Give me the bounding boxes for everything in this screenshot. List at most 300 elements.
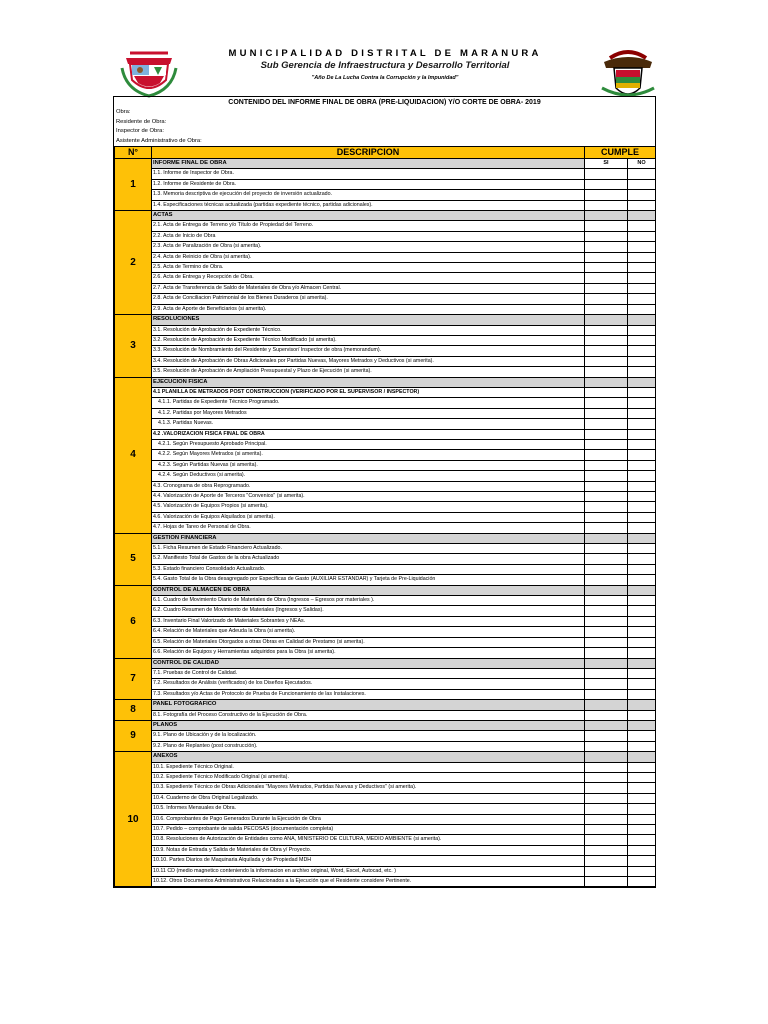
cumple-no-cell[interactable]	[628, 866, 656, 876]
cumple-no-cell[interactable]	[628, 741, 656, 751]
col-desc-header: DESCRIPCION	[152, 147, 585, 159]
cumple-no-cell[interactable]	[628, 637, 656, 647]
cumple-si-cell[interactable]	[585, 439, 628, 449]
col-si-header: SI	[585, 159, 628, 169]
table-row	[115, 825, 656, 835]
cumple-si-cell[interactable]	[585, 450, 628, 460]
table-row	[115, 221, 656, 231]
table-row	[115, 325, 656, 335]
table-row	[115, 252, 656, 262]
cumple-no-cell[interactable]	[628, 294, 656, 304]
municipality-name: MUNICIPALIDAD DISTRITAL DE MARANURA	[228, 48, 542, 59]
cumple-no-cell[interactable]	[628, 283, 656, 293]
cumple-si-cell[interactable]	[585, 627, 628, 637]
cumple-no-cell[interactable]	[628, 772, 656, 782]
table-row	[115, 294, 656, 304]
cumple-si-cell[interactable]	[585, 346, 628, 356]
table-row	[115, 710, 656, 720]
cumple-no-cell[interactable]	[628, 502, 656, 512]
cumple-no-cell[interactable]	[628, 596, 656, 606]
cumple-no-cell[interactable]	[628, 554, 656, 564]
field-obra: Obra:	[116, 109, 131, 115]
cumple-si-cell[interactable]	[585, 575, 628, 585]
cumple-no-cell[interactable]	[628, 627, 656, 637]
item-description: 5.3. Estado financiero Consolidado Actualizado.	[152, 564, 585, 574]
section-title: PANEL FOTOGRAFICO	[152, 700, 585, 710]
table-row	[115, 877, 656, 887]
cumple-si-cell[interactable]	[585, 460, 628, 470]
item-description: 7.3. Resultados y/o Actas de Protocolo de Prueba de Funcionamiento de las Instalaciones.	[152, 689, 585, 699]
cumple-si-cell[interactable]	[585, 356, 628, 366]
cumple-si-cell[interactable]	[585, 606, 628, 616]
item-description: 4.4. Valorización de Aporte de Terceros "Convenios" (si amerita).	[152, 492, 585, 502]
table-row	[115, 564, 656, 574]
table-row	[115, 512, 656, 522]
item-description: 10.4. Cuaderno de Obra Original Legalizado.	[152, 793, 585, 803]
cumple-si-cell[interactable]	[585, 367, 628, 377]
cumple-no-cell[interactable]	[628, 439, 656, 449]
cumple-si-cell[interactable]	[585, 793, 628, 803]
cumple-si-cell[interactable]	[585, 845, 628, 855]
section-no-cell	[628, 720, 656, 730]
cumple-no-cell[interactable]	[628, 835, 656, 845]
cumple-si-cell[interactable]	[585, 648, 628, 658]
item-description: 10.5. Informes Mensuales de Obra.	[152, 804, 585, 814]
cumple-si-cell[interactable]	[585, 512, 628, 522]
section-number: 3	[115, 315, 152, 377]
item-description: 2.6. Acta de Entrega y Recepción de Obra.	[152, 273, 585, 283]
cumple-si-cell[interactable]	[585, 169, 628, 179]
item-description: 1.2. Informe de Residente de Obra.	[152, 179, 585, 189]
cumple-si-cell[interactable]	[585, 679, 628, 689]
cumple-no-cell[interactable]	[628, 679, 656, 689]
table-row	[115, 793, 656, 803]
section-title: CONTROL DE ALMACEN DE OBRA	[152, 585, 585, 595]
item-description: 2.1. Acta de Entrega de Terreno y/o Título de Propiedad del Terreno.	[152, 221, 585, 231]
table-row	[115, 741, 656, 751]
section-no-cell	[628, 585, 656, 595]
item-description: 10.9. Notas de Entrada y Salida de Materiales de Obra y/ Proyecto.	[152, 845, 585, 855]
cumple-no-cell[interactable]	[628, 221, 656, 231]
cumple-si-cell[interactable]	[585, 544, 628, 554]
table-row	[115, 606, 656, 616]
cumple-no-cell[interactable]	[628, 814, 656, 824]
cumple-no-cell[interactable]	[628, 762, 656, 772]
item-description: 1.1. Informe de Inspector de Obra.	[152, 169, 585, 179]
cumple-si-cell[interactable]	[585, 814, 628, 824]
item-description: 2.7. Acta de Transferencia de Saldo de Materiales de Obra y/o Almacen Central.	[152, 283, 585, 293]
table-row	[115, 179, 656, 189]
cumple-no-cell[interactable]	[628, 335, 656, 345]
section-number: 6	[115, 585, 152, 658]
cumple-si-cell[interactable]	[585, 429, 628, 439]
cumple-si-cell[interactable]	[585, 866, 628, 876]
table-row	[115, 627, 656, 637]
table-row	[115, 648, 656, 658]
section-title-row	[115, 211, 656, 221]
cumple-no-cell[interactable]	[628, 710, 656, 720]
cumple-si-cell[interactable]	[585, 502, 628, 512]
table-row	[115, 783, 656, 793]
item-description: 8.1. Fotografía del Proceso Constructivo de la Ejecución de Obra.	[152, 710, 585, 720]
section-title: PLANOS	[152, 720, 585, 730]
table-row	[115, 439, 656, 449]
section-title: ANEXOS	[152, 752, 585, 762]
item-description: 3.5. Resolución de Aprobación de Ampliación Presupuestal y Plazo de Ejecución (si amerita).	[152, 367, 585, 377]
section-title-row	[115, 315, 656, 325]
table-row	[115, 523, 656, 533]
item-description: 7.1. Pruebas de Control de Calidad.	[152, 668, 585, 678]
section-no-cell	[628, 315, 656, 325]
section-no-cell	[628, 658, 656, 668]
col-cumple-header: CUMPLE	[585, 147, 656, 159]
table-row	[115, 637, 656, 647]
cumple-si-cell[interactable]	[585, 741, 628, 751]
section-si-cell	[585, 658, 628, 668]
cumple-si-cell[interactable]	[585, 835, 628, 845]
field-residente: Residente de Obra:	[116, 118, 167, 125]
cumple-si-cell[interactable]	[585, 596, 628, 606]
item-description: 4.5. Valorización de Equipos Propios (si amerita).	[152, 502, 585, 512]
item-description: 4.2.3. Según Partidas Nuevas (si amerita).	[152, 460, 585, 470]
cumple-no-cell[interactable]	[628, 804, 656, 814]
section-si-cell	[585, 700, 628, 710]
cumple-si-cell[interactable]	[585, 710, 628, 720]
cumple-no-cell[interactable]	[628, 481, 656, 491]
section-si-cell	[585, 377, 628, 387]
item-description: 3.4. Resolución de Aprobación de Obras Adicionales por Partidas Nuevas, Mayores Metrados y Deductivos (si amerita).	[152, 356, 585, 366]
section-no-cell	[628, 533, 656, 543]
section-title-row	[115, 658, 656, 668]
item-description: 4.2.1. Según Presupuesto Aprobado Principal.	[152, 439, 585, 449]
table-row	[115, 367, 656, 377]
cumple-si-cell[interactable]	[585, 762, 628, 772]
table-row	[115, 419, 656, 429]
cumple-si-cell[interactable]	[585, 294, 628, 304]
table-row	[115, 502, 656, 512]
table-row	[115, 200, 656, 210]
table-row	[115, 190, 656, 200]
item-description: 10.11 CD (medio magnetico conteniendo la informacion en archivo original, Word, Excel, Autocad, etc. )	[152, 866, 585, 876]
item-description: 10.3. Expediente Técnico de Obras Adicionales "Mayores Metrados, Partidas Nuevas y Deductivos" (si amerita).	[152, 783, 585, 793]
cumple-no-cell[interactable]	[628, 231, 656, 241]
item-description: 4.2 .VALORIZACION FISICA FINAL DE OBRA	[152, 429, 585, 439]
table-row	[115, 835, 656, 845]
item-description: 10.12. Otros Documentos Administrativos Relacionados a la Ejecución que el Residente considere Pertinente.	[152, 877, 585, 887]
cumple-no-cell[interactable]	[628, 689, 656, 699]
checklist-table	[114, 146, 656, 887]
section-number: 2	[115, 211, 152, 315]
section-no-cell	[628, 700, 656, 710]
table-row	[115, 263, 656, 273]
cumple-si-cell[interactable]	[585, 179, 628, 189]
table-row	[115, 596, 656, 606]
table-row	[115, 429, 656, 439]
table-row	[115, 481, 656, 491]
table-row	[115, 668, 656, 678]
cumple-no-cell[interactable]	[628, 783, 656, 793]
item-description: 10.8. Resoluciones de Autorización de Entidades como ANA, MINISTERIO DE CULTURA, MEDIO AMBIENTE (si amerita).	[152, 835, 585, 845]
item-description: 4.1.2. Partidas por Mayores Metrados	[152, 408, 585, 418]
cumple-si-cell[interactable]	[585, 242, 628, 252]
item-description: 1.4. Especificaciones técnicas actualizada (partidas expediente técnico, partidas adicionales).	[152, 200, 585, 210]
cumple-si-cell[interactable]	[585, 335, 628, 345]
item-description: 5.4. Gasto Total de la Obra desagregado por Específicas de Gasto (AUXILIAR ESTANDAR) y Tarjeta de Pre-Liquidación	[152, 575, 585, 585]
cumple-si-cell[interactable]	[585, 731, 628, 741]
cumple-no-cell[interactable]	[628, 606, 656, 616]
section-title-row	[115, 377, 656, 387]
cumple-no-cell[interactable]	[628, 200, 656, 210]
section-title-row	[115, 700, 656, 710]
section-title-row	[115, 159, 656, 169]
cumple-no-cell[interactable]	[628, 471, 656, 481]
table-row	[115, 762, 656, 772]
item-description: 5.2. Manifiesto Total de Gastos de la obra Actualizado	[152, 554, 585, 564]
cumple-no-cell[interactable]	[628, 544, 656, 554]
section-title: EJECUCION FISICA	[152, 377, 585, 387]
table-row	[115, 731, 656, 741]
table-row	[115, 689, 656, 699]
cumple-no-cell[interactable]	[628, 856, 656, 866]
cumple-no-cell[interactable]	[628, 845, 656, 855]
section-number: 4	[115, 377, 152, 533]
municipal-shield-icon	[600, 48, 656, 100]
table-row	[115, 856, 656, 866]
cumple-si-cell[interactable]	[585, 325, 628, 335]
cumple-no-cell[interactable]	[628, 564, 656, 574]
item-description: 7.2. Resultados de Análisis (verificados) de los Diseños Ejecutados.	[152, 679, 585, 689]
cumple-no-cell[interactable]	[628, 252, 656, 262]
cumple-si-cell[interactable]	[585, 190, 628, 200]
table-row	[115, 814, 656, 824]
section-title: INFORME FINAL DE OBRA	[152, 159, 585, 169]
item-description: 9.1. Plano de Ubicación y de la localización.	[152, 731, 585, 741]
cumple-no-cell[interactable]	[628, 450, 656, 460]
cumple-si-cell[interactable]	[585, 283, 628, 293]
section-title-row	[115, 585, 656, 595]
section-number: 8	[115, 700, 152, 721]
item-description: 9.2. Plano de Replanteo (post construcción).	[152, 741, 585, 751]
cumple-no-cell[interactable]	[628, 648, 656, 658]
table-row	[115, 169, 656, 179]
item-description: 6.2. Cuadro Resumen de Movimiento de Materiales (Ingresos y Salidas).	[152, 606, 585, 616]
section-no-cell	[628, 377, 656, 387]
item-description: 6.1. Cuadro de Movimiento Diario de Materiales de Obra (Ingresos – Egresos por materiales ).	[152, 596, 585, 606]
cumple-si-cell[interactable]	[585, 263, 628, 273]
cumple-no-cell[interactable]	[628, 179, 656, 189]
cumple-no-cell[interactable]	[628, 346, 656, 356]
item-description: 10.2. Expediente Técnico Modificado Original (si amerita).	[152, 772, 585, 782]
table-row	[115, 845, 656, 855]
cumple-si-cell[interactable]	[585, 523, 628, 533]
cumple-si-cell[interactable]	[585, 481, 628, 491]
cumple-si-cell[interactable]	[585, 856, 628, 866]
section-number: 1	[115, 159, 152, 211]
cumple-no-cell[interactable]	[628, 731, 656, 741]
section-no-cell	[628, 211, 656, 221]
cumple-no-cell[interactable]	[628, 523, 656, 533]
table-row	[115, 398, 656, 408]
cumple-si-cell[interactable]	[585, 564, 628, 574]
subgerencia-name: Sub Gerencia de Infraestructura y Desarrollo Territorial	[260, 60, 510, 71]
cumple-no-cell[interactable]	[628, 190, 656, 200]
col-num-header: N°	[115, 147, 152, 159]
cumple-no-cell[interactable]	[628, 273, 656, 283]
cumple-no-cell[interactable]	[628, 356, 656, 366]
table-row	[115, 554, 656, 564]
section-title: CONTROL DE CALIDAD	[152, 658, 585, 668]
col-no-header: NO	[628, 159, 656, 169]
cumple-no-cell[interactable]	[628, 398, 656, 408]
cumple-si-cell[interactable]	[585, 668, 628, 678]
cumple-no-cell[interactable]	[628, 429, 656, 439]
table-row	[115, 679, 656, 689]
section-title: GESTION FINANCIERA	[152, 533, 585, 543]
cumple-si-cell[interactable]	[585, 419, 628, 429]
item-description: 4.2.2. Según Mayores Metrados (si amerita).	[152, 450, 585, 460]
item-description: 10.1. Expediente Técnico Original.	[152, 762, 585, 772]
cumple-no-cell[interactable]	[628, 877, 656, 887]
item-description: 4.7. Hojas de Tareo de Personal de Obra.	[152, 523, 585, 533]
section-no-cell	[628, 752, 656, 762]
cumple-no-cell[interactable]	[628, 668, 656, 678]
field-inspector: Inspector de Obra:	[116, 128, 165, 134]
cumple-no-cell[interactable]	[628, 460, 656, 470]
cumple-si-cell[interactable]	[585, 387, 628, 397]
table-row	[115, 450, 656, 460]
cumple-si-cell[interactable]	[585, 772, 628, 782]
cumple-no-cell[interactable]	[628, 825, 656, 835]
cumple-si-cell[interactable]	[585, 273, 628, 283]
item-description: 1.3. Memoria descriptiva de ejecución del proyecto de inversión actualizado.	[152, 190, 585, 200]
cumple-no-cell[interactable]	[628, 492, 656, 502]
cumple-si-cell[interactable]	[585, 252, 628, 262]
cumple-no-cell[interactable]	[628, 575, 656, 585]
section-si-cell	[585, 720, 628, 730]
section-title: RESOLUCIONES	[152, 315, 585, 325]
checklist-sheet	[113, 96, 656, 888]
item-description: 3.1. Resolución de Aprobación de Expediente Técnico.	[152, 325, 585, 335]
cumple-si-cell[interactable]	[585, 783, 628, 793]
field-asistente: Asistente Administrativo de Obra:	[116, 137, 202, 144]
table-row	[115, 231, 656, 241]
cumple-si-cell[interactable]	[585, 825, 628, 835]
cumple-no-cell[interactable]	[628, 367, 656, 377]
cumple-si-cell[interactable]	[585, 231, 628, 241]
table-row	[115, 273, 656, 283]
cumple-no-cell[interactable]	[628, 408, 656, 418]
item-description: 4.3. Cronograma de obra Reprogramado.	[152, 481, 585, 491]
item-description: 4.1 PLANILLA DE METRADOS POST CONSTRUCCION (VERIFICADO POR EL SUPERVISOR / INSPECTOR)	[152, 387, 585, 397]
section-si-cell	[585, 752, 628, 762]
section-si-cell	[585, 533, 628, 543]
table-row	[115, 544, 656, 554]
cumple-si-cell[interactable]	[585, 304, 628, 314]
section-number: 9	[115, 720, 152, 751]
cumple-si-cell[interactable]	[585, 492, 628, 502]
table-row	[115, 616, 656, 626]
cumple-no-cell[interactable]	[628, 512, 656, 522]
item-description: 2.4. Acta de Reinicio de Obra (si amerita).	[152, 252, 585, 262]
item-description: 10.7. Pedido – comprobante de salida PECOSAS (documentación completa)	[152, 825, 585, 835]
cumple-si-cell[interactable]	[585, 637, 628, 647]
section-si-cell	[585, 211, 628, 221]
table-header-row	[115, 147, 656, 159]
cumple-si-cell[interactable]	[585, 689, 628, 699]
section-number: 7	[115, 658, 152, 700]
table-row	[115, 242, 656, 252]
table-row	[115, 346, 656, 356]
table-row	[115, 804, 656, 814]
table-row	[115, 335, 656, 345]
cumple-no-cell[interactable]	[628, 419, 656, 429]
section-number: 5	[115, 533, 152, 585]
cumple-no-cell[interactable]	[628, 304, 656, 314]
item-description: 4.1.3. Partidas Nuevas.	[152, 419, 585, 429]
cumple-no-cell[interactable]	[628, 387, 656, 397]
table-body	[115, 159, 656, 887]
cumple-si-cell[interactable]	[585, 408, 628, 418]
cumple-si-cell[interactable]	[585, 221, 628, 231]
cumple-no-cell[interactable]	[628, 263, 656, 273]
document-title: CONTENIDO DEL INFORME FINAL DE OBRA (PRE-LIQUIDACION) Y/O CORTE DE OBRA- 2019	[228, 99, 541, 106]
cumple-si-cell[interactable]	[585, 398, 628, 408]
table-row	[115, 575, 656, 585]
cumple-no-cell[interactable]	[628, 242, 656, 252]
item-description: 2.5. Acta de Termino de Obra.	[152, 263, 585, 273]
table-row	[115, 460, 656, 470]
item-description: 4.1.1. Partidas de Expediente Técnico Programado.	[152, 398, 585, 408]
item-description: 2.3. Acta de Paralización de Obra (si amerita).	[152, 242, 585, 252]
section-title-row	[115, 533, 656, 543]
item-description: 6.3. Inventario Final Valorizado de Materiales Sobrantes y NEAs.	[152, 616, 585, 626]
table-row	[115, 408, 656, 418]
item-description: 4.6. Valorización de Equipos Alquilados (si amerita).	[152, 512, 585, 522]
table-row	[115, 304, 656, 314]
cumple-no-cell[interactable]	[628, 169, 656, 179]
cumple-si-cell[interactable]	[585, 877, 628, 887]
table-row	[115, 387, 656, 397]
cumple-si-cell[interactable]	[585, 616, 628, 626]
item-description: 10.10. Partes Diarios de Maquinaria Alquilada y de Propiedad MDH	[152, 856, 585, 866]
cumple-si-cell[interactable]	[585, 554, 628, 564]
table-row	[115, 866, 656, 876]
section-title: ACTAS	[152, 211, 585, 221]
item-description: 6.6. Relación de Equipos y Herramientas adquiridos para la Obra (si amerita).	[152, 648, 585, 658]
cumple-si-cell[interactable]	[585, 471, 628, 481]
table-row	[115, 356, 656, 366]
item-description: 6.5. Relación de Materiales Otorgados a otras Obras en Calidad de Prestamo (si amerita).	[152, 637, 585, 647]
section-si-cell	[585, 585, 628, 595]
item-description: 2.9. Acta de Aporte de Beneficiarios (si amerita).	[152, 304, 585, 314]
item-description: 6.4. Relación de Materiales que Adeuda la Obra (si amerita).	[152, 627, 585, 637]
motto: "Año De La Lucha Contra la Corrupción y la Impunidad"	[311, 75, 459, 81]
cumple-no-cell[interactable]	[628, 793, 656, 803]
cumple-si-cell[interactable]	[585, 804, 628, 814]
item-description: 10.6. Comprobantes de Pago Generados Durante la Ejecución de Obra	[152, 814, 585, 824]
cumple-si-cell[interactable]	[585, 200, 628, 210]
cumple-no-cell[interactable]	[628, 616, 656, 626]
item-description: 3.2. Resolución de Aprobación de Expediente Técnico Modificado (si amerita).	[152, 335, 585, 345]
cumple-no-cell[interactable]	[628, 325, 656, 335]
table-row	[115, 772, 656, 782]
item-description: 4.2.4. Según Deductivos (si amerita).	[152, 471, 585, 481]
table-row	[115, 471, 656, 481]
item-description: 2.8. Acta de Conciliacion Patrimonial de los Bienes Duraderos (si amerita).	[152, 294, 585, 304]
item-description: 5.1. Ficha Resumen de Estado Financiero Actualizado.	[152, 544, 585, 554]
document-header	[0, 0, 768, 96]
section-si-cell	[585, 315, 628, 325]
